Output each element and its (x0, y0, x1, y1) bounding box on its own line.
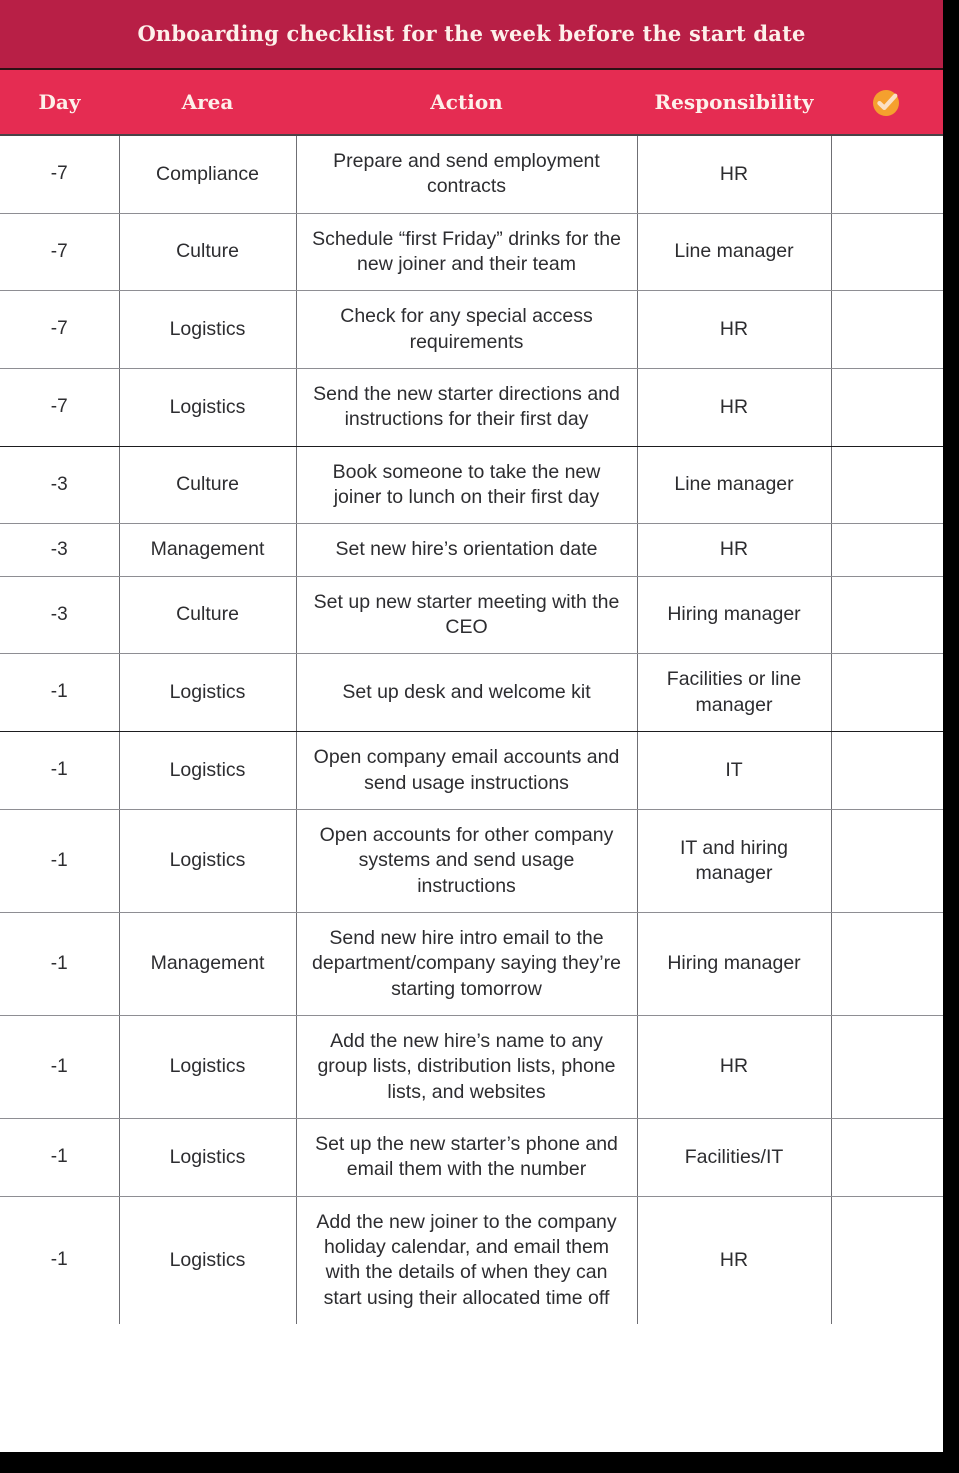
table-row (0, 576, 943, 654)
page-right-gutter (943, 0, 959, 1473)
cell-checkbox[interactable] (831, 1118, 943, 1196)
cell-responsibility: IT (637, 732, 831, 810)
page-bottom-gutter (0, 1452, 959, 1473)
cell-responsibility: HR (637, 369, 831, 447)
cell-action: Book someone to take the new joiner to lunch on their first day (296, 446, 637, 524)
cell-responsibility: Line manager (637, 213, 831, 291)
cell-day: -1 (0, 654, 119, 732)
cell-day: -3 (0, 576, 119, 654)
cell-responsibility: HR (637, 1196, 831, 1324)
cell-action: Check for any special access requirements (296, 291, 637, 369)
cell-action: Open accounts for other company systems and send usage instructions (296, 809, 637, 912)
cell-area: Logistics (119, 654, 296, 732)
cell-responsibility: Hiring manager (637, 576, 831, 654)
cell-responsibility: HR (637, 291, 831, 369)
table-row (0, 1196, 943, 1324)
cell-action: Add the new hire’s name to any group lists, distribution lists, phone lists, and websites (296, 1015, 637, 1118)
table-row (0, 1015, 943, 1118)
cell-day: -7 (0, 291, 119, 369)
cell-day: -3 (0, 446, 119, 524)
table-row (0, 446, 943, 524)
cell-day: -1 (0, 912, 119, 1015)
check-circle-icon (870, 85, 904, 119)
table-row (0, 524, 943, 576)
cell-action: Schedule “first Friday” drinks for the new joiner and their team (296, 213, 637, 291)
cell-area: Culture (119, 446, 296, 524)
cell-area: Compliance (119, 135, 296, 213)
cell-action: Set up desk and welcome kit (296, 654, 637, 732)
cell-area: Logistics (119, 732, 296, 810)
cell-action: Send new hire intro email to the department/company saying they’re starting tomorrow (296, 912, 637, 1015)
cell-responsibility: Facilities/IT (637, 1118, 831, 1196)
cell-area: Logistics (119, 291, 296, 369)
cell-responsibility: HR (637, 1015, 831, 1118)
cell-area: Management (119, 524, 296, 576)
table-row (0, 369, 943, 447)
cell-action: Send the new starter directions and instructions for their first day (296, 369, 637, 447)
cell-checkbox[interactable] (831, 446, 943, 524)
cell-day: -3 (0, 524, 119, 576)
cell-responsibility: HR (637, 524, 831, 576)
onboarding-checklist-table (0, 70, 943, 1324)
cell-area: Management (119, 912, 296, 1015)
cell-checkbox[interactable] (831, 1015, 943, 1118)
cell-checkbox[interactable] (831, 576, 943, 654)
cell-responsibility: Facilities or line manager (637, 654, 831, 732)
cell-checkbox[interactable] (831, 1196, 943, 1324)
cell-day: -7 (0, 213, 119, 291)
cell-area: Culture (119, 576, 296, 654)
table-row (0, 1118, 943, 1196)
table-title-bar (0, 0, 943, 70)
table-header (0, 70, 943, 135)
cell-day: -1 (0, 1118, 119, 1196)
cell-checkbox[interactable] (831, 369, 943, 447)
table-row (0, 135, 943, 213)
cell-checkbox[interactable] (831, 213, 943, 291)
cell-action: Prepare and send employment contracts (296, 135, 637, 213)
cell-responsibility: Hiring manager (637, 912, 831, 1015)
cell-action: Set up new starter meeting with the CEO (296, 576, 637, 654)
cell-day: -1 (0, 809, 119, 912)
cell-checkbox[interactable] (831, 654, 943, 732)
cell-responsibility: IT and hiring manager (637, 809, 831, 912)
column-header-area[interactable]: Area (119, 70, 296, 135)
table-row (0, 654, 943, 732)
cell-checkbox[interactable] (831, 291, 943, 369)
cell-area: Culture (119, 213, 296, 291)
cell-checkbox[interactable] (831, 732, 943, 810)
table-header-row (0, 70, 943, 135)
column-header-responsibility[interactable]: Responsibility (637, 70, 831, 135)
cell-area: Logistics (119, 369, 296, 447)
cell-responsibility: HR (637, 135, 831, 213)
cell-day: -1 (0, 732, 119, 810)
cell-checkbox[interactable] (831, 809, 943, 912)
column-header-day[interactable]: Day (0, 70, 119, 135)
table-body (0, 135, 943, 1324)
table-row (0, 213, 943, 291)
cell-area: Logistics (119, 1196, 296, 1324)
cell-action: Add the new joiner to the company holiday calendar, and email them with the details of when they can start using their allocated time off (296, 1196, 637, 1324)
column-header-action[interactable]: Action (296, 70, 637, 135)
cell-action: Set new hire’s orientation date (296, 524, 637, 576)
cell-area: Logistics (119, 1015, 296, 1118)
cell-area: Logistics (119, 809, 296, 912)
cell-responsibility: Line manager (637, 446, 831, 524)
cell-checkbox[interactable] (831, 912, 943, 1015)
column-header-check (831, 70, 943, 135)
cell-area: Logistics (119, 1118, 296, 1196)
table-row (0, 809, 943, 912)
cell-checkbox[interactable] (831, 524, 943, 576)
cell-action: Set up the new starter’s phone and email them with the number (296, 1118, 637, 1196)
cell-day: -7 (0, 135, 119, 213)
cell-day: -1 (0, 1196, 119, 1324)
cell-action: Open company email accounts and send usage instructions (296, 732, 637, 810)
table-row (0, 912, 943, 1015)
page-title: Onboarding checklist for the week before the start date (137, 21, 806, 47)
cell-checkbox[interactable] (831, 135, 943, 213)
table-row (0, 291, 943, 369)
table-row (0, 732, 943, 810)
cell-day: -7 (0, 369, 119, 447)
cell-day: -1 (0, 1015, 119, 1118)
